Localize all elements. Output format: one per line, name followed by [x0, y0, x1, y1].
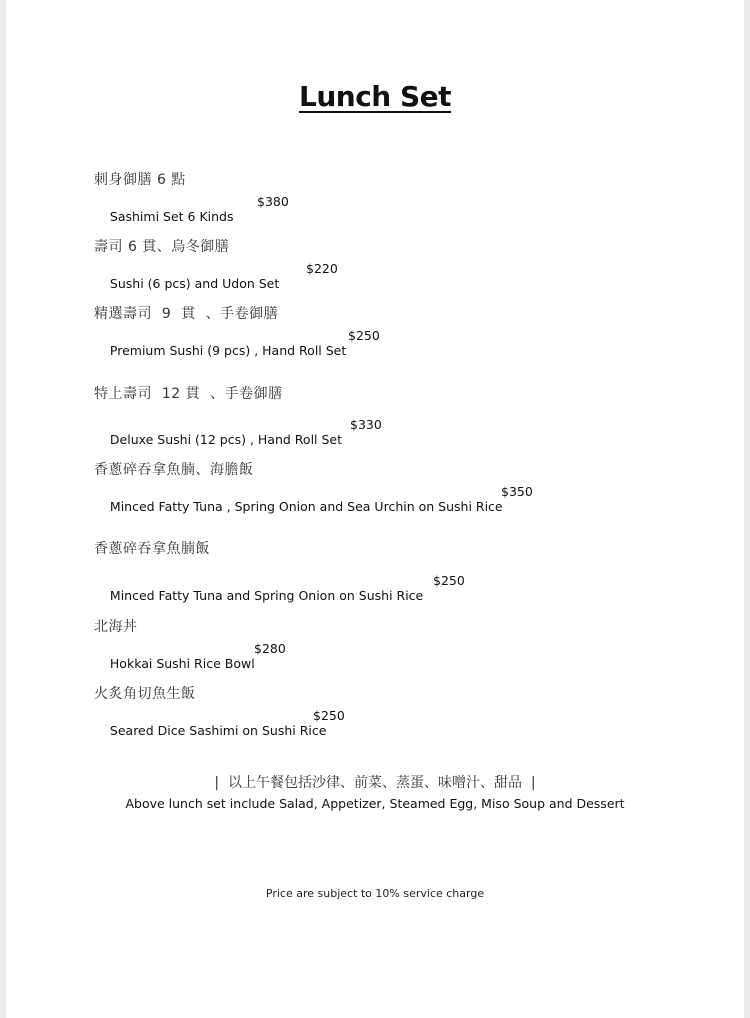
- item-name-chinese: 火炙角切魚生飯: [94, 686, 196, 702]
- item-name-english: [94, 484, 533, 544]
- item-price: $280: [254, 641, 286, 656]
- item-price: $220: [306, 261, 338, 276]
- item-price: $350: [501, 484, 533, 499]
- item-name-chinese: 香蔥碎吞拿魚腩、海膽飯: [94, 462, 254, 478]
- item-name-english-text: Sashimi Set 6 Kinds: [109, 209, 234, 224]
- item-name-english-text: Minced Fatty Tuna and Spring Onion on Sushi Rice: [109, 588, 424, 603]
- item-name-english-text: Hokkai Sushi Rice Bowl: [109, 656, 255, 671]
- item-name-english: [94, 708, 345, 768]
- item-name-english: [94, 328, 380, 388]
- item-name-chinese: 壽司 6 貫、烏冬御膳: [94, 239, 230, 255]
- item-price: $250: [348, 328, 380, 343]
- item-price: $330: [350, 417, 382, 432]
- item-name-chinese: 刺身御膳 6 點: [94, 172, 186, 188]
- menu-item: [94, 303, 380, 388]
- item-name-english-text: Premium Sushi (9 pcs) , Hand Roll Set: [109, 343, 347, 358]
- item-name-english-text: Seared Dice Sashimi on Sushi Rice: [109, 723, 327, 738]
- set-includes-note-chinese: | 以上午餐包括沙律、前菜、蒸蛋、味噌汁、甜品 |: [214, 775, 536, 791]
- item-price: $250: [433, 573, 465, 588]
- item-name-chinese: 香蔥碎吞拿魚腩飯: [94, 541, 210, 557]
- menu-item: [94, 683, 345, 768]
- item-name-chinese: 精選壽司 9 貫 、手卷御膳: [94, 306, 279, 322]
- set-includes-note-english: Above lunch set include Salad, Appetizer, Steamed Egg, Miso Soup and Dessert: [125, 796, 625, 811]
- menu-item: [94, 459, 533, 544]
- item-name-chinese: 特上壽司 12 貫 、手卷御膳: [94, 386, 283, 402]
- menu-title: Lunch Set: [298, 80, 452, 113]
- item-name-english-text: Deluxe Sushi (12 pcs) , Hand Roll Set: [109, 432, 343, 447]
- item-name-english-text: Minced Fatty Tuna , Spring Onion and Sea Urchin on Sushi Rice: [109, 499, 503, 514]
- item-name-english-text: Sushi (6 pcs) and Udon Set: [109, 276, 280, 291]
- item-price: $250: [313, 708, 345, 723]
- service-charge-note: Price are subject to 10% service charge: [265, 887, 485, 900]
- item-name-chinese: 北海丼: [94, 619, 138, 635]
- item-price: $380: [257, 194, 289, 209]
